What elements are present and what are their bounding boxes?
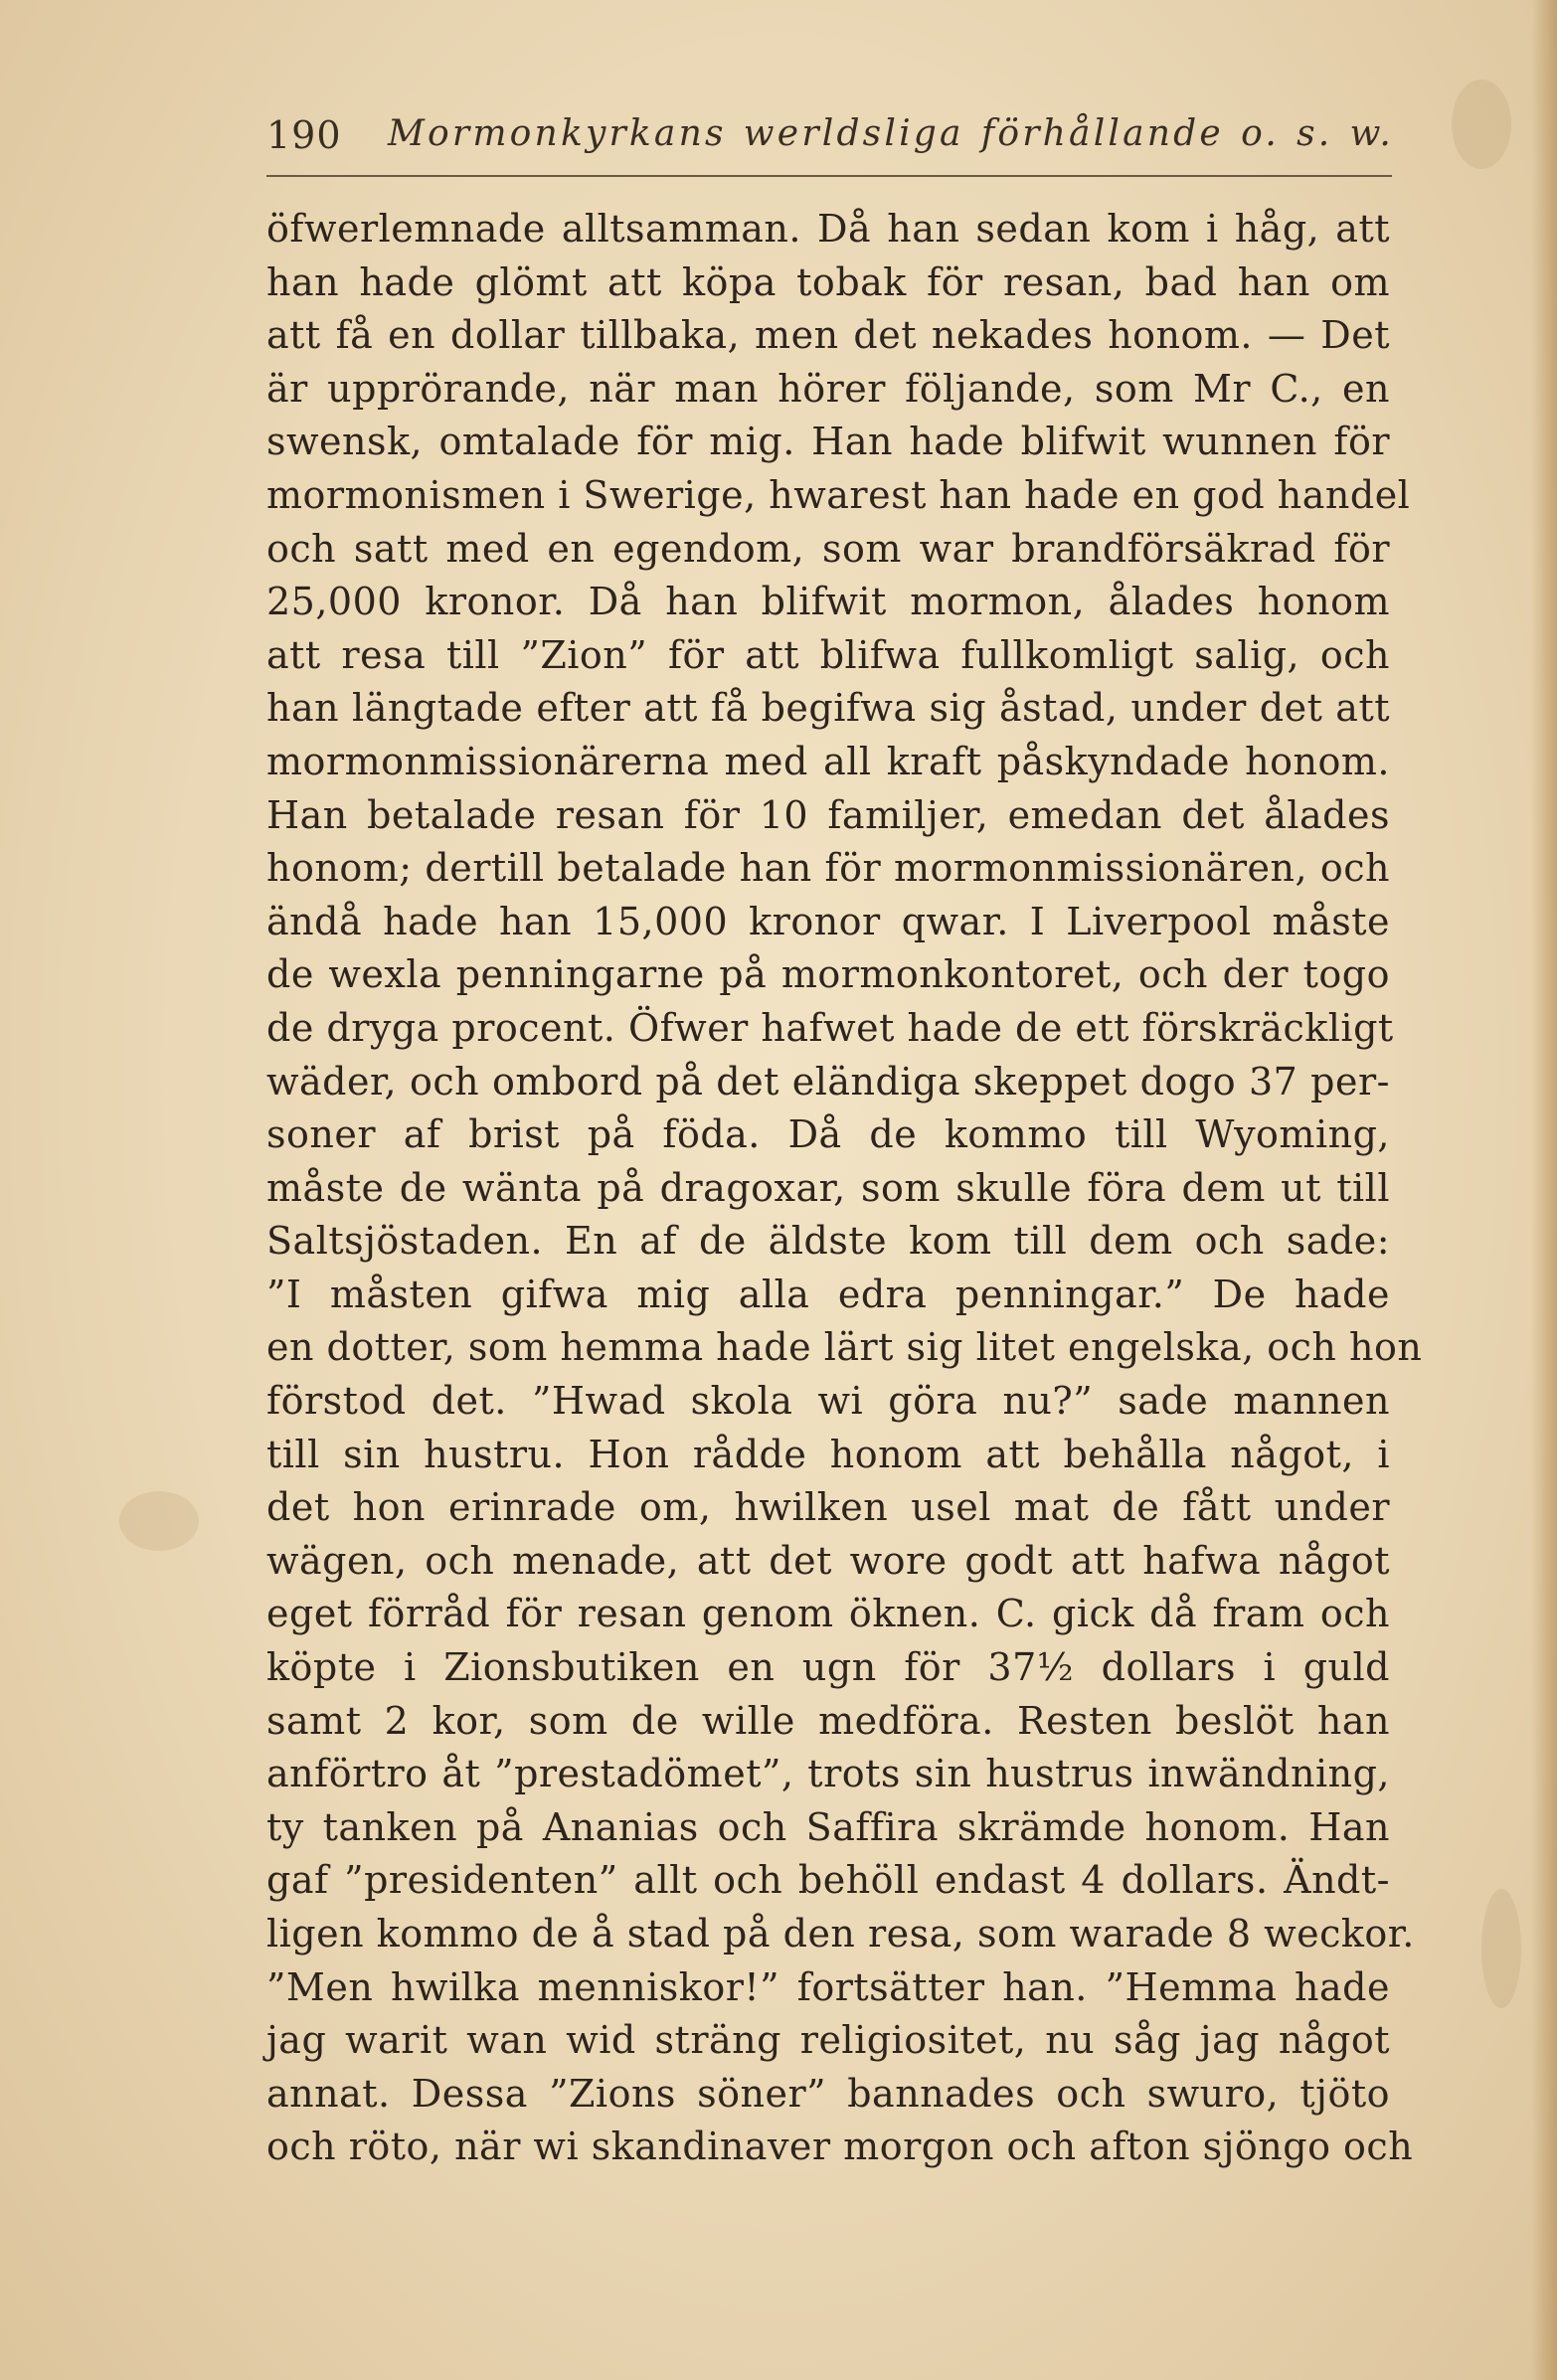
text-line: ligen kommo de å stad på den resa, som warade 8 weckor. <box>266 1912 1415 1955</box>
text-line: det hon erinrade om, hwilken usel mat de fått under <box>266 1485 1390 1530</box>
text-line: Saltsjöstaden. En af de äldste kom till dem och sade: <box>266 1219 1390 1264</box>
text-line: till sin hustru. Hon rådde honom att behålla något, i <box>266 1432 1390 1476</box>
text-line: och satt med en egendom, som war brandförsäkrad för <box>266 526 1390 571</box>
paper-stain <box>1452 80 1511 169</box>
text-line: mormonismen i Swerige, hwarest han hade en god handel <box>266 472 1411 517</box>
text-line: soner af brist på föda. Då de kommo till Wyoming, <box>266 1112 1390 1157</box>
body-text <box>266 203 1423 2174</box>
text-line: honom; dertill betalade han för mormonmissionären, och <box>266 846 1390 891</box>
page-number: 190 <box>266 113 342 157</box>
text-line: ”Men hwilka menniskor!” fortsätter han. ”Hemma hade <box>266 1964 1390 2009</box>
text-line: och röto, när wi skandinaver morgon och afton sjöngo och <box>266 2125 1414 2169</box>
header-rule <box>266 175 1392 177</box>
text-line: öfwerlemnade alltsamman. Då han sedan kom i håg, att <box>266 207 1390 251</box>
text-line: han längtade efter att få begifwa sig åstad, under det att <box>266 686 1390 731</box>
text-line: måste de wänta på dragoxar, som skulle föra dem ut till <box>266 1165 1390 1210</box>
text-line: ändå hade han 15,000 kronor qwar. I Liverpool måste <box>266 899 1390 943</box>
text-line: 25,000 kronor. Då han blifwit mormon, ålades honom <box>266 580 1390 624</box>
text-line: gaf ”presidenten” allt och behöll endast 4 dollars. Ändt- <box>266 1858 1390 1903</box>
paper-stain <box>119 1491 199 1551</box>
text-line: eget förråd för resan genom öknen. C. gick då fram och <box>266 1592 1390 1636</box>
text-line: swensk, omtalade för mig. Han hade blifwit wunnen för <box>266 420 1390 464</box>
text-line: köpte i Zionsbutiken en ugn för 37½ dollars i guld <box>266 1645 1390 1690</box>
text-line: ”I måsten gifwa mig alla edra penningar.” De hade <box>266 1272 1390 1316</box>
text-line: Han betalade resan för 10 familjer, emedan det ålades <box>266 792 1390 837</box>
text-line: ty tanken på Ananias och Saffira skrämde honom. Han <box>266 1804 1390 1849</box>
text-line: de dryga procent. Öfwer hafwet hade de ett förskräckligt <box>266 1005 1394 1050</box>
running-title: Mormonkyrkans werldsliga förhållande o. s. w. <box>388 113 1394 154</box>
text-line: en dotter, som hemma hade lärt sig litet engelska, och hon <box>266 1325 1423 1370</box>
running-header <box>266 109 1400 173</box>
text-line: anförtro åt ”prestadömet”, trots sin hustrus inwändning, <box>266 1752 1390 1796</box>
text-line: wägen, och menade, att det wore godt att hafwa något <box>266 1538 1390 1583</box>
text-line: mormonmissionärerna med all kraft påskyndade honom. <box>266 739 1390 783</box>
text-line: är upprörande, när man hörer följande, som Mr C., en <box>266 366 1390 411</box>
text-line: han hade glömt att köpa tobak för resan, bad han om <box>266 259 1390 304</box>
text-line: förstod det. ”Hwad skola wi göra nu?” sade mannen <box>266 1379 1390 1424</box>
text-line: att få en dollar tillbaka, men det nekades honom. — Det <box>266 313 1390 358</box>
text-line: jag warit wan wid sträng religiositet, nu såg jag något <box>266 2018 1390 2063</box>
text-line: wäder, och ombord på det eländiga skeppet dogo 37 per- <box>266 1059 1390 1104</box>
page-edge-shadow <box>1531 0 1557 2380</box>
text-line: att resa till ”Zion” för att blifwa fullkomligt salig, och <box>266 632 1390 677</box>
paper-stain <box>1481 1889 1521 2008</box>
text-line: de wexla penningarne på mormonkontoret, och der togo <box>266 952 1390 997</box>
text-line: annat. Dessa ”Zions söner” bannades och swuro, tjöto <box>266 2071 1390 2116</box>
text-line: samt 2 kor, som de wille medföra. Resten beslöt han <box>266 1698 1390 1743</box>
